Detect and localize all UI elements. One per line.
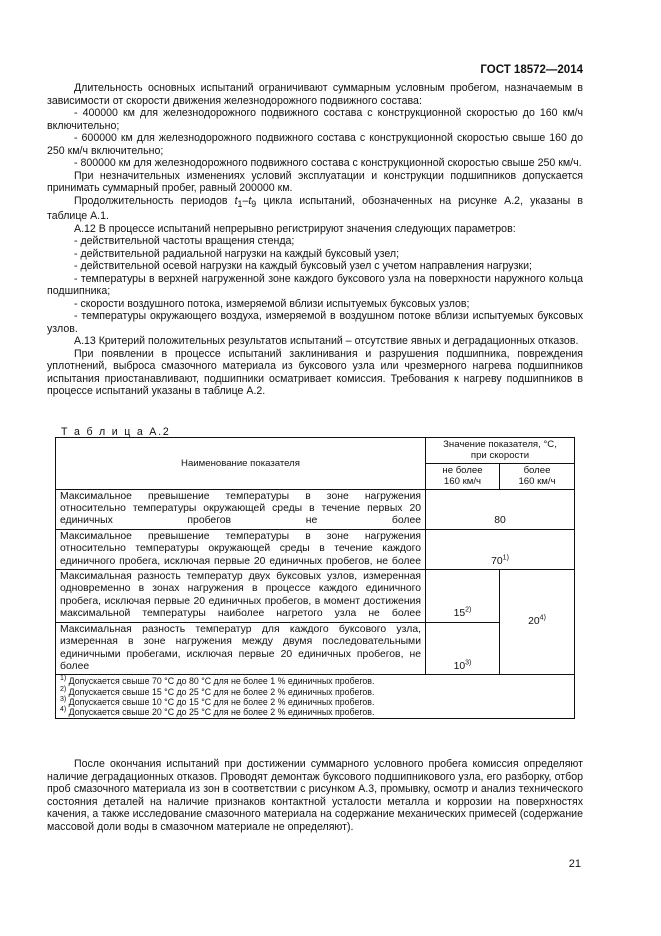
header-line: более xyxy=(523,464,551,476)
footnote-text: Допускается свыше 70 °С до 80 °С для не более 1 % единичных пробегов. xyxy=(66,676,375,687)
row-value xyxy=(426,622,500,675)
row-value xyxy=(426,570,500,623)
after-table-text xyxy=(47,758,583,833)
document-code: ГОСТ 18572—2014 xyxy=(480,64,583,76)
merged-value-over-160 xyxy=(500,570,575,675)
footnote xyxy=(60,687,570,697)
paragraph: При появлении в процессе испытаний заклинивания и разрушения подшипника, повреждения уплотнений, выброса смазочного материала из буксового узла или чрезмерного нагрева подшипников испытания приостанавливают, подшипники осматривает комиссия. Требования к нагреву подшипников в процессе испытаний указаны в таблице А.2. xyxy=(47,347,583,398)
row-name: Максимальная разность температур двух буксовых узлов, измеренная одновременно в зонах нагружения в процессе каждого единичного пробега, исключая первые 20 единичных пробегов, в момент достижения максимальной температуры наиболее нагретого узла не более xyxy=(56,570,426,623)
table-row xyxy=(56,529,575,569)
paragraph: А.12 В процессе испытаний непрерывно регистрируют значения следующих параметров: xyxy=(74,222,516,235)
paragraph: А.13 Критерий положительных результатов испытаний – отсутствие явных и деградационных отказов. xyxy=(74,335,579,348)
value: 10 xyxy=(453,660,466,672)
row-name: Максимальное превышение температуры в зоне нагружения относительно температуры окружающей среды в течение каждого единичного пробега, исключая первые 20 единичных пробегов, не более xyxy=(56,529,426,569)
header-line: не более xyxy=(442,464,483,476)
column-header-name: Наименование показателя xyxy=(56,438,426,490)
list-item: - действительной частоты вращения стенда; xyxy=(74,235,295,248)
list-item: - действительной радиальной нагрузки на каждый буксовый узел; xyxy=(74,247,400,260)
footnote-ref: 4) xyxy=(539,614,546,622)
list-item: - 600000 км для железнодорожного подвижного состава с конструкционной скоростью свыше 160 до 250 км/ч включительно; xyxy=(47,132,583,157)
footnote-ref: 1) xyxy=(502,554,509,562)
list-item: - температуры в верхней нагруженной зоне каждого буксового узла на поверхности наружного кольца подшипника; xyxy=(47,272,583,298)
table-row xyxy=(56,570,575,623)
table-footnotes-row xyxy=(56,675,575,719)
footnote-mark: 4) xyxy=(60,706,67,713)
list-item: - 400000 км для железнодорожного подвижного состава с конструкционной скоростью до 160 км/ч включительно; xyxy=(47,107,583,132)
table-row xyxy=(56,622,575,675)
symbol-t: t xyxy=(234,194,238,207)
list-item: - температуры окружающего воздуха, измеряемой в воздушном потоке вблизи испытуемых буксовых узлов. xyxy=(47,310,583,335)
subscript: 9 xyxy=(251,198,257,209)
footnote-ref: 2) xyxy=(465,606,472,614)
value: 20 xyxy=(528,615,540,627)
footnote xyxy=(60,676,570,686)
footnote-mark: 3) xyxy=(60,695,67,703)
list-item: - действительной осевой нагрузки на каждый буксовый узел с учетом направления нагрузки; xyxy=(74,260,532,273)
row-value xyxy=(426,529,575,569)
symbol-t: t xyxy=(248,194,252,207)
subcolumn-header-up-to-160 xyxy=(426,463,500,489)
row-name: Максимальная разность температур для каждого буксового узла, измеренная в зоне нагружения между двумя последовательными единичными пробегами, исключая первые 20 единичных пробегов, не более xyxy=(56,622,426,675)
paragraph: При незначительных изменениях условий эксплуатации и конструкции подшипников допускается принимать суммарный пробег, равный 200000 км. xyxy=(47,169,583,194)
header-line: 160 км/ч xyxy=(443,476,482,488)
table-header-row xyxy=(56,438,575,464)
column-header-value xyxy=(426,438,575,464)
paragraph: После окончания испытаний при достижении суммарного условного пробега комиссия определяют наличие деградационных отказов. Проводят демонтаж буксового подшипникового узла, его разборку, отбор проб смазочного материала из зон в соответствии с рисунком А.3, промывку, осмотр и анализ технического состояния деталей на наличие признаков контактной усталости металла и коррозии на поверхностях качения, а также исследование смазочного материала на содержание механических примесей (содержание массовой доли воды в смазочном материале не определяют). xyxy=(47,758,583,833)
list-item: - скорости воздушного потока, измеряемой вблизи испытуемых буксовых узлов; xyxy=(74,297,470,310)
text-fragment: цикла испытаний, обозначенных на рисунке А.2, указаны в таблице А.1. xyxy=(47,194,583,223)
text-fragment: Продолжительность периодов xyxy=(74,194,235,207)
footnote-text: Допускается свыше 15 °С до 25 °С для не более 2 % единичных пробегов. xyxy=(66,686,375,697)
header-line: при скорости xyxy=(470,450,530,462)
value: 80 xyxy=(494,515,506,527)
footnote-mark: 2) xyxy=(60,685,67,693)
footnote-ref: 3) xyxy=(465,659,472,667)
table-a2 xyxy=(55,437,575,719)
row-name: Максимальное превышение температуры в зоне нагружения относительно температуры окружающей среды в течение первых 20 единичных пробегов не более xyxy=(56,489,426,529)
table-footnotes xyxy=(56,675,575,719)
table-caption: Т а б л и ц а А.2 xyxy=(61,426,171,438)
table-row xyxy=(56,489,575,529)
footnote-text: Допускается свыше 10 °С до 15 °С для не более 2 % единичных пробегов. xyxy=(66,696,375,707)
header-line: Значение показателя, °С, xyxy=(443,439,557,450)
value: 15 xyxy=(453,608,466,620)
value: 70 xyxy=(491,555,503,567)
paragraph: Длительность основных испытаний ограничивают суммарным условным пробегом, назначаемым в зависимости от скорости движения железнодорожного подвижного состава: xyxy=(47,82,583,107)
footnote xyxy=(60,707,570,717)
footnote-mark: 1) xyxy=(60,675,67,683)
subscript: 1 xyxy=(237,198,243,209)
paragraph xyxy=(47,195,583,223)
row-value xyxy=(426,489,575,529)
list-item: - 800000 км для железнодорожного подвижного состава с конструкционной скоростью свыше 250 км/ч. xyxy=(74,157,582,169)
header-line: 160 км/ч xyxy=(518,476,556,488)
page-number: 21 xyxy=(568,858,581,870)
dash: – xyxy=(242,194,249,207)
footnote xyxy=(60,697,570,707)
body-text xyxy=(47,82,583,398)
footnote-text: Допускается свыше 20 °С до 25 °С для не более 2 % единичных пробегов. xyxy=(66,706,375,717)
subcolumn-header-over-160 xyxy=(500,463,575,489)
